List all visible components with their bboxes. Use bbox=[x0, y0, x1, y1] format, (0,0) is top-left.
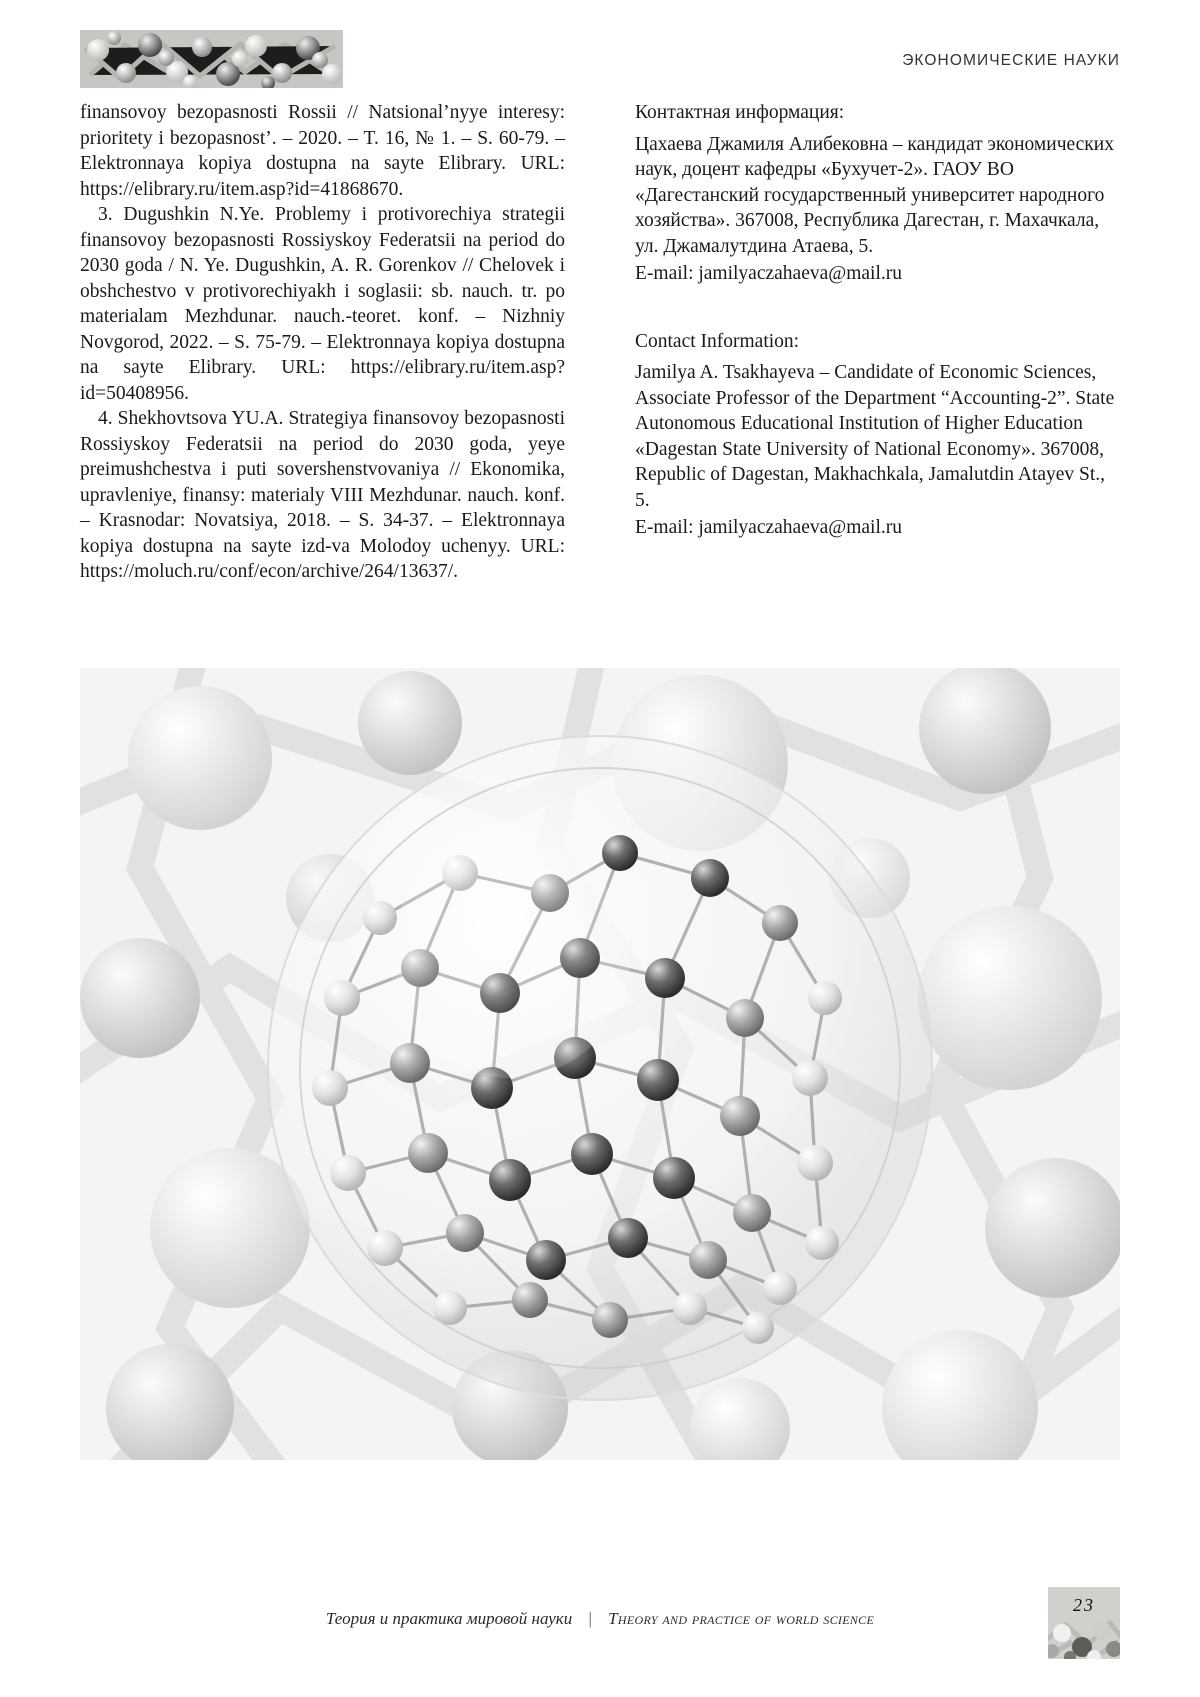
journal-title-en: Theory and practice of world science bbox=[608, 1609, 875, 1628]
reference-item: 4. Shekhovtsova YU.A. Strategiya finansovoy bezopasnosti Rossiyskoy Federatsii na period do 2030 goda, yeye preimushchestva i puti sovershenstvovaniya // Ekonomika, upravleniye, finansy: materialy VIII Mezhdunar. nauch. konf. – Krasnodar: Novatsiya, 2018. – S. 34-37. – Elektronnaya kopiya dostupna na sayte izd-va Molodoy uchenyy. URL: https://moluch.ru/conf/econ/archive/264/13637/. bbox=[80, 408, 565, 582]
fullerene-molecule-illustration bbox=[80, 668, 1120, 1460]
molecule-texture-logo-icon bbox=[80, 30, 343, 88]
section-title: ЭКОНОМИЧЕСКИЕ НАУКИ bbox=[902, 52, 1120, 69]
journal-title-ru: Теория и практика мировой науки bbox=[325, 1609, 573, 1628]
contact-heading-ru: Контактная информация: bbox=[635, 102, 845, 123]
page-header bbox=[80, 30, 1120, 88]
page-number-badge bbox=[1048, 1587, 1120, 1659]
contact-email-en: E-mail: jamilyaczahaeva@mail.ru bbox=[635, 517, 903, 538]
contact-heading-en: Contact Information: bbox=[635, 330, 800, 352]
page-number: 23 bbox=[1073, 1595, 1095, 1615]
reference-item: 3. Dugushkin N.Ye. Problemy i protivorechiya strategii finansovoy bezopasnosti Rossiyskoy Federatsii na period do 2030 goda / N. Ye. Dugushkin, A. R. Gorenkov // Chelovek i obshchestvo v protivorechiyakh i soglasii: sb. nauch. tr. po materialam Mezhdunar. nauch.-teoret. konf. – Nizhniy Novgorod, 2022. – S. 75-79. – Elektronnaya kopiya dostupna na sayte Elibrary. URL: https://elibrary.ru/item.asp?id=50408956. bbox=[80, 204, 565, 404]
contact-body-en: Jamilya A. Tsakhayeva – Candidate of Economic Sciences, Associate Professor of the Department “Accounting-2”. State Autonomous Educational Institution of Higher Education «Dagestan State University of National Economy». 367008, Republic of Dagestan, Makhachkala, Jamalutdin Atayev St., 5. bbox=[635, 362, 1115, 511]
article-columns bbox=[80, 100, 1120, 585]
contact-email-ru: E-mail: jamilyaczahaeva@mail.ru bbox=[635, 263, 903, 284]
footer-separator: | bbox=[588, 1609, 592, 1628]
column-spacer bbox=[635, 307, 1120, 329]
left-column-references bbox=[80, 100, 565, 585]
page-footer bbox=[0, 1609, 1200, 1629]
contact-body-ru: Цахаева Джамиля Алибековна – кандидат экономических наук, доцент кафедры «Бухучет-2». ГАОУ ВО «Дагестанский государственный университет народного хозяйства». 367008, Республика Дагестан, г. Махачкала, ул. Джамалутдина Атаева, 5. bbox=[635, 133, 1114, 257]
reference-item: finansovoy bezopasnosti Rossii // Natsional’nyye interesy: prioritety i bezopasnost’. – 2020. – T. 16, № 1. – S. 60-79. – Elektronnaya kopiya dostupna na sayte Elibrary. URL: https://elibrary.ru/item.asp?id=41868670. bbox=[80, 102, 565, 200]
right-column-contacts bbox=[635, 100, 1120, 585]
